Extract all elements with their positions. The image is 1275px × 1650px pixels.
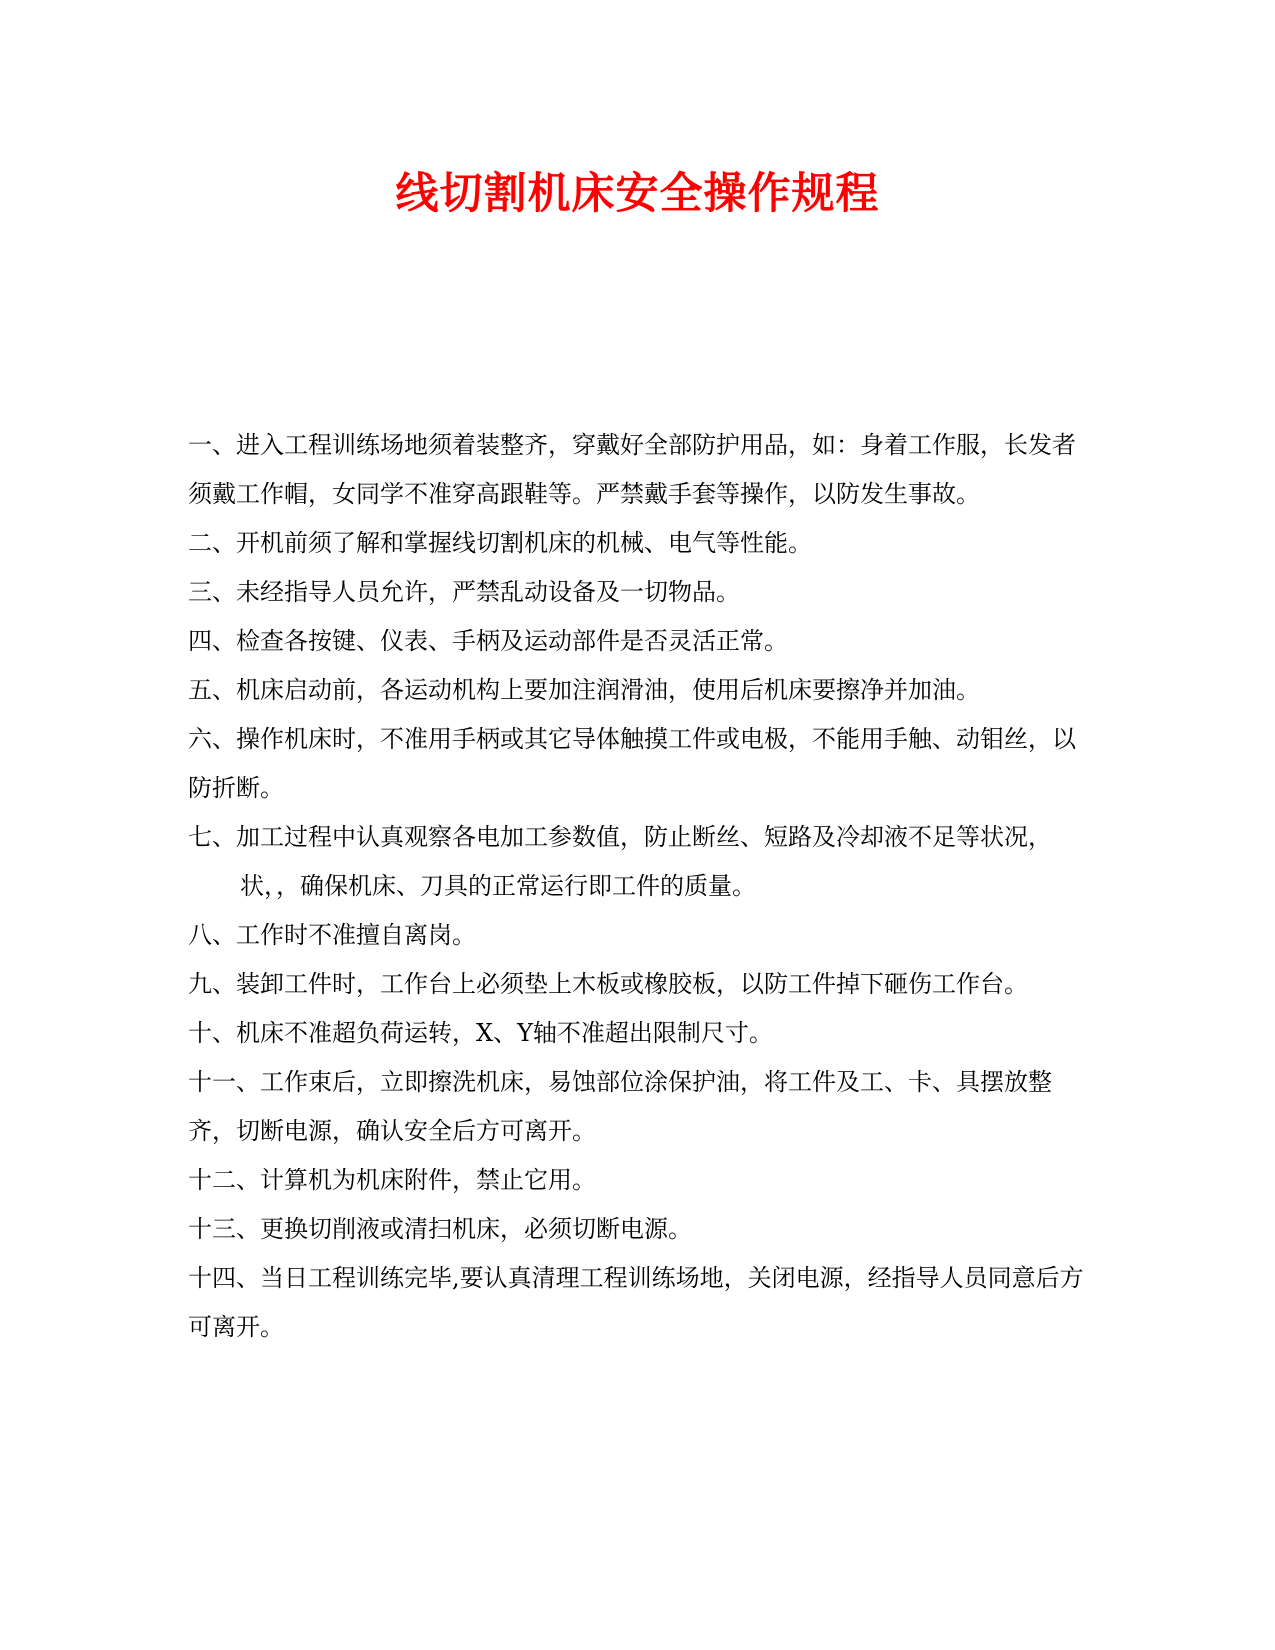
rule-item: 八、工作时不准擅自离岗。 [188, 921, 476, 949]
rule-item: 三、未经指导人员允许，严禁乱动设备及一切物品。 [188, 578, 740, 606]
rule-item: 九、装卸工件时，工作台上必须垫上木板或橡胶板，以防工件掉下砸伤工作台。 [188, 970, 1028, 998]
rule-item: 七、加工过程中认真观察各电加工参数值，防止断丝、短路及冷却液不足等状况，状，，确保机床、刀具的正常运行即工件的质量。 [188, 823, 1052, 900]
rule-item: 十四、当日工程训练完毕,要认真清理工程训练场地，关闭电源，经指导人员同意后方可离开。 [188, 1264, 1084, 1341]
rule-item: 十二、计算机为机床附件，禁止它用。 [188, 1166, 596, 1194]
rule-item: 一、进入工程训练场地须着装整齐，穿戴好全部防护用品，如：身着工作服，长发者须戴工作帽，女同学不准穿高跟鞋等。严禁戴手套等操作，以防发生事故。 [188, 431, 1076, 508]
rule-list [188, 421, 1093, 1352]
rule-item: 四、检查各按键、仪表、手柄及运动部件是否灵活正常。 [188, 627, 788, 655]
document-title: 线切割机床安全操作规程 [395, 169, 880, 219]
rule-item: 十三、更换切削液或清扫机床，必须切断电源。 [188, 1215, 692, 1243]
rule-item: 五、机床启动前，各运动机构上要加注润滑油，使用后机床要擦净并加油。 [188, 676, 980, 704]
rule-item: 六、操作机床时，不准用手柄或其它导体触摸工件或电极，不能用手触、动钼丝，以防折断。 [188, 725, 1076, 802]
rule-item: 十、机床不准超负荷运转，X、Y轴不准超出限制尺寸。 [188, 1019, 773, 1047]
rule-item: 十一、工作束后，立即擦洗机床，易蚀部位涂保护油，将工件及工、卡、具摆放整齐，切断电源，确认安全后方可离开。 [188, 1068, 1052, 1145]
rule-item: 二、开机前须了解和掌握线切割机床的机械、电气等性能。 [188, 529, 812, 557]
